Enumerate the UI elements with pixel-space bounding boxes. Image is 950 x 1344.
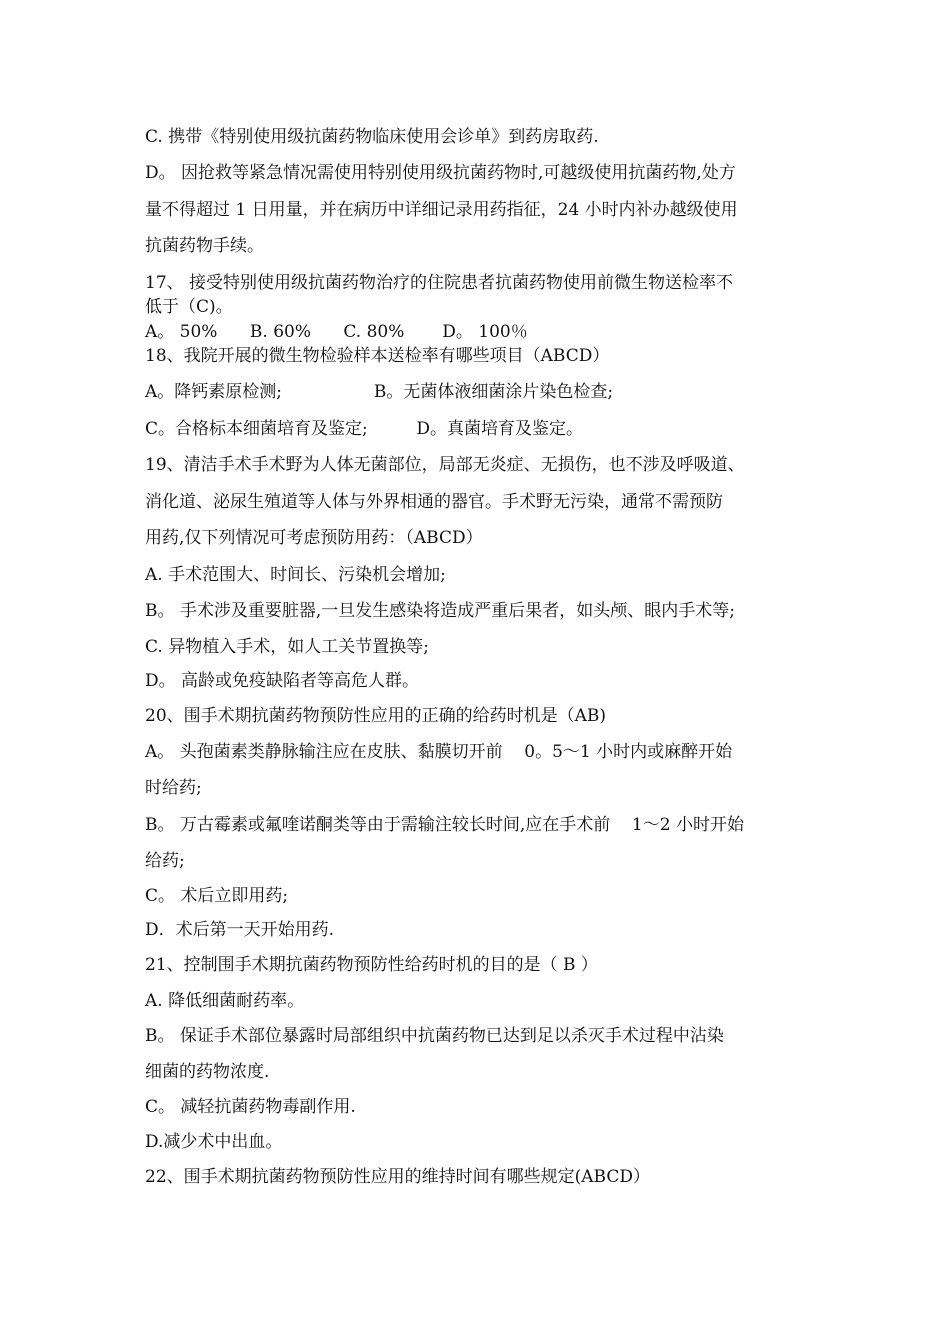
- text-line: 量不得超过 1 日用量，并在病历中详细记录用药指征，24 小时内补办越级使用: [145, 200, 738, 220]
- text-line: B。 保证手术部位暴露时局部组织中抗菌药物已达到足以杀灭手术过程中沾染: [145, 1026, 724, 1046]
- text-line: 18、我院开展的微生物检验样本送检率有哪些项目（ABCD）: [145, 346, 610, 366]
- text-line: 20、围手术期抗菌药物预防性应用的正确的给药时机是（AB): [145, 706, 607, 726]
- text-line: C。 减轻抗菌药物毒副作用.: [145, 1097, 356, 1117]
- text-line: B。 手术涉及重要脏器,一旦发生感染将造成严重后果者，如头颅、眼内手术等;: [145, 601, 736, 621]
- text-line: D。 高龄或免疫缺陷者等高危人群。: [145, 671, 420, 691]
- text-line: 细菌的药物浓度.: [145, 1062, 270, 1082]
- text-line: C. 携带《特别使用级抗菌药物临床使用会诊单》到药房取药.: [145, 127, 599, 147]
- text-line: 22、围手术期抗菌药物预防性应用的维持时间有哪些规定(ABCD）: [145, 1167, 650, 1187]
- text-line: C. 异物植入手术，如人工关节置换等;: [145, 637, 429, 657]
- text-line: 消化道、泌尿生殖道等人体与外界相通的器官。手术野无污染，通常不需预防: [145, 492, 723, 512]
- text-line: C。合格标本细菌培育及鉴定; D。真菌培育及鉴定。: [145, 419, 583, 439]
- text-line: 给药;: [145, 851, 185, 871]
- text-line: D．术后第一天开始用药.: [145, 920, 335, 940]
- text-line: C。 术后立即用药;: [145, 886, 289, 906]
- text-line: D。 因抢救等紧急情况需使用特别使用级抗菌药物时,可越级使用抗菌药物,处方: [145, 163, 736, 183]
- text-line: D.减少术中出血。: [145, 1132, 283, 1152]
- text-line: A. 降低细菌耐药率。: [145, 991, 305, 1011]
- text-line: 19、清洁手术手术野为人体无菌部位，局部无炎症、无损伤，也不涉及呼吸道、: [145, 455, 745, 475]
- text-line: 时给药;: [145, 778, 202, 798]
- text-line: 用药,仅下列情况可考虑预防用药：（ABCD）: [145, 528, 483, 548]
- text-line: 抗菌药物手续。: [145, 236, 264, 256]
- text-line: A。降钙素原检测; B。无菌体液细菌涂片染色检查;: [145, 382, 614, 402]
- text-line: A。 头孢菌素类静脉输注应在皮肤、黏膜切开前 0。5～1 小时内或麻醉开始: [145, 742, 733, 762]
- text-line: A. 手术范围大、时间长、污染机会增加;: [145, 565, 446, 585]
- text-line: 低于（C)。: [145, 297, 233, 317]
- text-line: A。 50% B. 60% C. 80% D。 100％: [145, 322, 528, 342]
- text-line: 21、控制围手术期抗菌药物预防性给药时机的目的是（ B ）: [145, 955, 598, 975]
- text-line: 17、 接受特别使用级抗菌药物治疗的住院患者抗菌药物使用前微生物送检率不: [145, 273, 734, 293]
- text-line: B。 万古霉素或氟喹诺酮类等由于需输注较长时间,应在手术前 1～2 小时开始: [145, 815, 744, 835]
